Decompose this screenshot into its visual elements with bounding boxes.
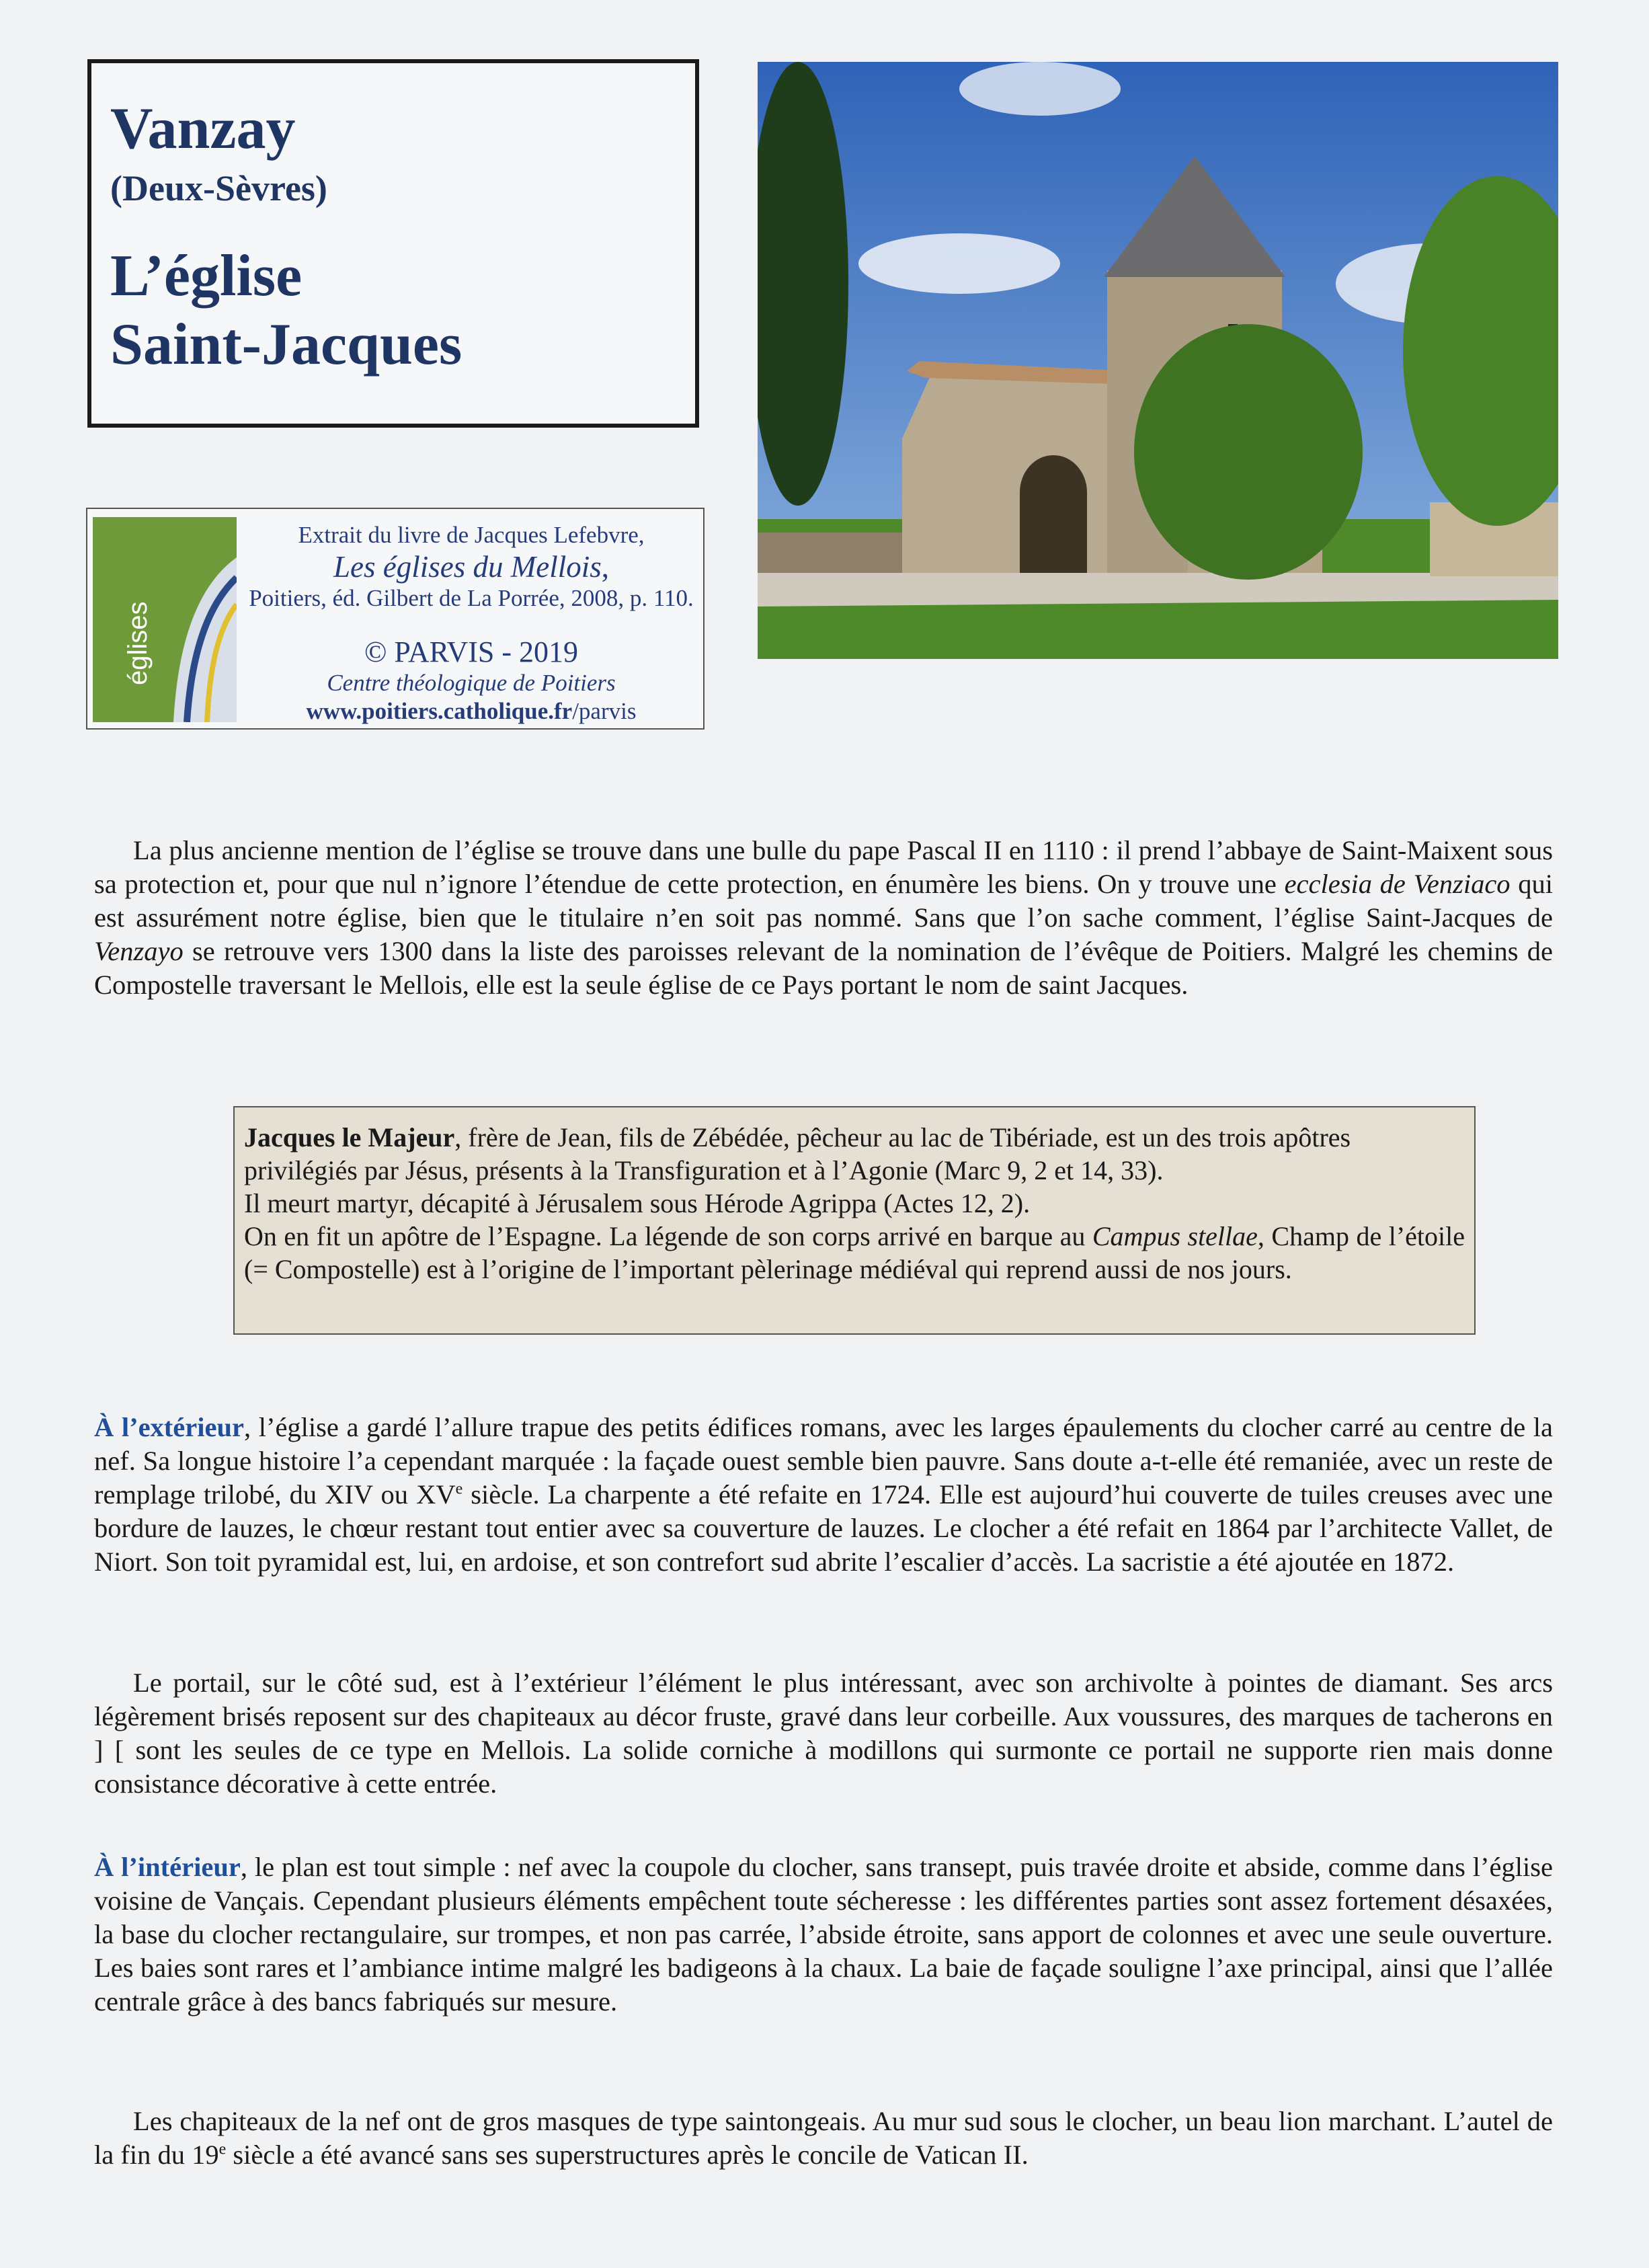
superscript: e [218, 2140, 227, 2158]
text: qui est assurément notre église, bien que le titulaire n’en soit pas nommé. Sans que l’on sache comment, l’église Saint-Jacques de [94, 869, 1553, 933]
saint-box [233, 1106, 1476, 1335]
title-box [87, 59, 699, 428]
website-domain: www.poitiers.catholique.fr [306, 698, 573, 724]
copyright: © PARVIS - 2019 [364, 635, 578, 668]
church-line-2: Saint-Jacques [110, 312, 462, 377]
book-extract-line: Extrait du livre de Jacques Lefebvre, [298, 522, 645, 548]
text: , Champ de l’étoile (= Compostelle) est à l’origine de l’important pèlerinage médiéval qui reprend aussi de nos jours. [244, 1221, 1465, 1284]
department: (Deux-Sèvres) [110, 168, 327, 208]
paragraph-history [94, 834, 1553, 1002]
book-title-comma: , [601, 550, 609, 584]
book-cover-image [93, 517, 237, 722]
paragraph-portal: Le portail, sur le côté sud, est à l’extérieur l’élément le plus intéressant, avec son archivolte à pointes de diamant. Ses arcs légèrement brisés reposent sur des chapiteaux au décor fruste, gravé dans leur corbeille. Aux voussures, des marques de tacherons en ] [ sont les seules de ce type en Mellois. La solide corniche à modillons qui surmonte ce portail ne supporte rien mais donne consistance décorative à cette entrée. [94, 1668, 1553, 1799]
book-credit-text [243, 521, 699, 726]
place-name: Vanzay [110, 96, 296, 161]
superscript: e [455, 1480, 463, 1498]
section-heading-exterior: À l’extérieur [94, 1412, 244, 1442]
website-path: /parvis [572, 698, 637, 724]
church-line-1: L’église [110, 243, 303, 309]
section-heading-interior: À l’intérieur [94, 1852, 241, 1882]
paragraph-exterior [94, 1411, 1553, 1579]
paragraph-interior [94, 1850, 1553, 2019]
latin-term: Campus stellae [1092, 1221, 1258, 1251]
saint-name: Jacques le Majeur [244, 1122, 455, 1152]
latin-name: Venzayo [94, 936, 184, 966]
centre-name: Centre théologique de Poitiers [327, 670, 616, 696]
text: siècle. La charpente a été refaite en 1724. Elle est aujourd’hui couverte de tuiles creuses avec une bordure de lauzes, le chœur restant tout entier avec sa couverture de lauzes. Le clocher a été refait en 1864 par l’architecte Vallet, de Niort. Son toit pyramidal est, lui, en ardoise, et son contrefort sud abrite l’escalier d’accès. La sacristie a été ajoutée en 1872. [94, 1479, 1553, 1577]
latin-name: ecclesia de Venziaco [1284, 869, 1511, 899]
paragraph-capitals [94, 2105, 1553, 2172]
book-title [243, 549, 699, 584]
book-credit-box [86, 508, 705, 730]
church-photo [758, 62, 1558, 659]
book-title-text: Les églises du Mellois [333, 550, 602, 584]
text: On en fit un apôtre de l’Espagne. La légende de son corps arrivé en barque au [244, 1221, 1092, 1251]
text: Il meurt martyr, décapité à Jérusalem sous Hérode Agrippa (Actes 12, 2). [244, 1188, 1031, 1218]
church-name [110, 242, 695, 379]
text: se retrouve vers 1300 dans la liste des paroisses relevant de la nomination de l’évêque de Poitiers. Malgré les chemins de Compostelle traversant le Mellois, elle est la seule église de ce Pays portant le nom de saint Jacques. [94, 936, 1553, 1000]
text: , l’église a gardé l’allure trapue des petits édifices romans, avec les larges épaulements du clocher carré au centre de la nef. Sa longue histoire l’a cependant marquée : la façade ouest semble bien pauvre. Sans doute a-t-elle été remaniée, avec un reste de remplage trilobé, du XIV ou XV [94, 1412, 1553, 1510]
text: Les chapiteaux de la nef ont de gros masques de type saintongeais. Au mur sud sous le clocher, un beau lion marchant. L’autel de la fin du 19 [94, 2106, 1553, 2170]
text: La plus ancienne mention de l’église se trouve dans une bulle du pape Pascal II en 1110 : il prend l’abbaye de Saint-Maixent sous sa protection et, pour que nul n’ignore l’étendue de cette protection, en énumère les biens. On y trouve une [94, 835, 1553, 899]
svg-text:églises: églises [123, 601, 153, 685]
text: , frère de Jean, fils de Zébédée, pêcheur au lac de Tibériade, est un des trois apôtres privilégiés par Jésus, présents à la Transfiguration et à l’Agonie (Marc 9, 2 et 14, 33). [244, 1122, 1351, 1185]
text: siècle a été avancé sans ses superstructures après le concile de Vatican II. [226, 2140, 1029, 2170]
website-link[interactable] [243, 697, 699, 726]
book-publisher: Poitiers, éd. Gilbert de La Porrée, 2008, p. 110. [249, 585, 694, 611]
text: , le plan est tout simple : nef avec la coupole du clocher, sans transept, puis travée droite et abside, comme dans l’église voisine de Vançais. Cependant plusieurs éléments empêchent toute sécheresse : les différentes parties sont assez fortement désaxées, la base du clocher rectangulaire, sur trompes, et non pas carrée, l’abside étroite, sans apport de colonnes et avec une seule ouverture. Les baies sont rares et l’ambiance intime malgré les badigeons à la chaux. La baie de façade souligne l’axe principal, ainsi que l’allée centrale grâce à des bancs fabriqués sur mesure. [94, 1852, 1553, 2017]
